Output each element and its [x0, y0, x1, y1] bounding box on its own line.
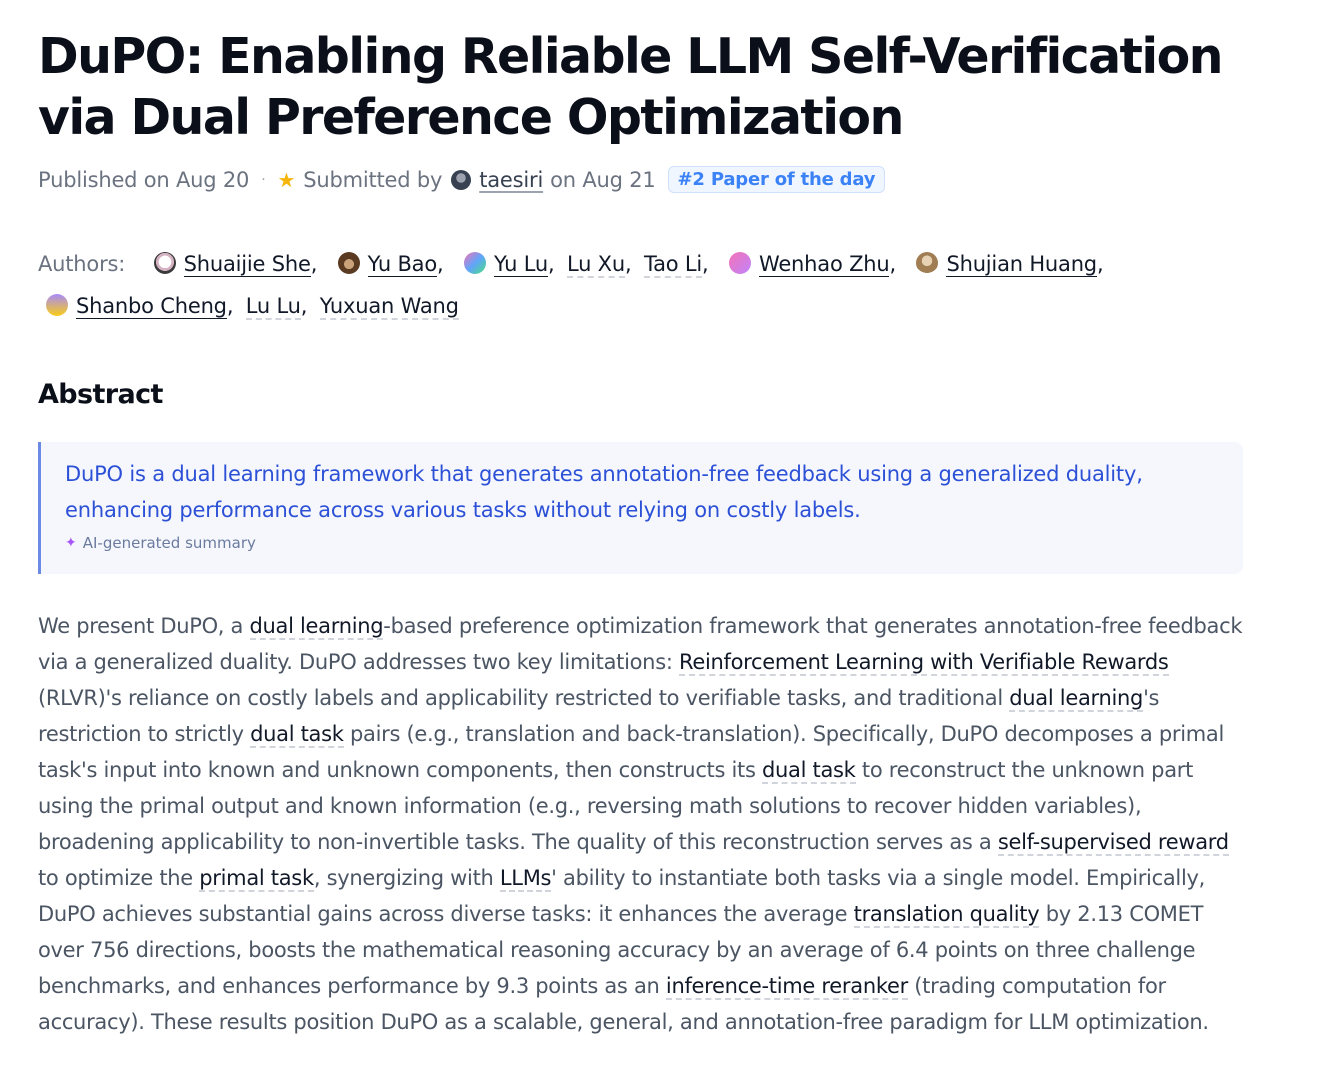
abstract-text-segment: by 2.13 COMET over 756 directions, boosts the mathematical reasoning accuracy by an average of 6.4 points on three challenge benchmarks, and enhances performance by 9.3 points as an	[38, 902, 1204, 998]
authors-label: Authors:	[38, 252, 126, 276]
abstract-key-term[interactable]: Reinforcement Learning with Verifiable Rewards	[678, 650, 1169, 674]
abstract-key-term[interactable]: dual learning	[1009, 686, 1144, 710]
author-name[interactable]: Wenhao Zhu	[759, 252, 890, 276]
paper-title: DuPO: Enabling Reliable LLM Self-Verification via Dual Preference Optimization	[38, 28, 1222, 146]
abstract-text-segment: ' ability to instantiate both tasks via a single model. Empirically, DuPO achieves substantial gains across diverse tasks: it enhances the average	[38, 866, 1205, 926]
star-icon: ★	[277, 167, 296, 192]
author-avatar	[46, 294, 68, 316]
abstract-heading: Abstract	[38, 379, 163, 410]
abstract-key-term[interactable]: primal task	[199, 866, 314, 890]
submitted-date: on Aug 21	[550, 167, 656, 192]
author-name[interactable]: Yu Bao	[367, 252, 437, 276]
authors-list	[38, 243, 1308, 327]
submitted-by-label: Submitted by	[303, 167, 443, 192]
abstract-text-segment: , synergizing with	[313, 866, 500, 890]
author-name[interactable]: Lu Xu	[566, 252, 625, 276]
author-item[interactable]: Wenhao Zhu,	[721, 243, 896, 285]
submitter-link[interactable]: taesiri	[479, 167, 544, 192]
author-item[interactable]: Yu Lu,	[456, 243, 555, 285]
published-date: Published on Aug 20	[38, 167, 250, 192]
author-avatar	[729, 252, 751, 274]
paper-of-the-day-badge[interactable]: #2 Paper of the day	[668, 166, 886, 193]
abstract-text-segment: (RLVR)'s reliance on costly labels and applicability restricted to verifiable tasks, and traditional	[38, 686, 1010, 710]
abstract-key-term[interactable]: dual learning	[249, 614, 384, 638]
abstract-text-segment: We present DuPO, a	[38, 614, 250, 638]
author-name[interactable]: Shujian Huang	[946, 252, 1097, 276]
abstract-key-term[interactable]: dual task	[250, 722, 344, 746]
paper-meta	[38, 166, 1294, 193]
ai-summary-label: AI-generated summary	[82, 534, 256, 552]
author-name[interactable]: Shuaijie She	[183, 252, 311, 276]
author-name[interactable]: Lu Lu	[245, 294, 301, 318]
author-name[interactable]: Shanbo Cheng	[76, 294, 227, 318]
abstract-key-term[interactable]: translation quality	[853, 902, 1040, 926]
abstract-key-term[interactable]: dual task	[762, 758, 856, 782]
submitter-avatar	[451, 170, 471, 190]
author-item[interactable]: Shujian Huang,	[908, 243, 1103, 285]
author-item[interactable]: Yu Bao,	[330, 243, 444, 285]
author-avatar	[916, 252, 938, 274]
ai-summary-text: DuPO is a dual learning framework that generates annotation-free feedback using a generalized duality, enhancing performance across various tasks without relying on costly labels.	[65, 462, 1143, 522]
author-avatar	[464, 252, 486, 274]
author-name[interactable]: Tao Li	[643, 252, 703, 276]
abstract-key-term[interactable]: LLMs	[499, 866, 552, 890]
author-avatar	[338, 252, 360, 274]
author-item[interactable]: Lu Lu,	[245, 294, 308, 318]
author-item[interactable]: Shuaijie She,	[146, 243, 318, 285]
abstract-text	[38, 608, 1248, 1040]
abstract-text-segment: -based preference optimization framework that generates annotation-free feedback via a generalized duality. DuPO addresses two key limitations:	[38, 614, 1243, 674]
abstract-key-term[interactable]: self-supervised reward	[997, 830, 1229, 854]
author-name[interactable]: Yu Lu	[493, 252, 548, 276]
author-item[interactable]: Tao Li,	[643, 252, 709, 276]
abstract-text-segment: 's restriction to strictly	[38, 686, 1160, 746]
abstract-text-segment: (trading computation for accuracy). These results position DuPO as a scalable, general, and annotation-free paradigm for LLM optimization.	[38, 974, 1209, 1034]
abstract-text-segment: to optimize the	[38, 866, 200, 890]
author-avatar	[154, 252, 176, 274]
abstract-key-term[interactable]: inference-time reranker	[665, 974, 908, 998]
sparkle-icon: ✦	[65, 535, 77, 551]
abstract-text-segment: pairs (e.g., translation and back-translation). Specifically, DuPO decomposes a primal task's input into known and unknown components, then constructs its	[38, 722, 1225, 782]
meta-separator: ·	[261, 171, 266, 188]
author-name[interactable]: Yuxuan Wang	[319, 294, 459, 318]
author-item[interactable]	[320, 285, 459, 327]
ai-summary-box	[38, 442, 1243, 574]
abstract-text-segment: to reconstruct the unknown part using the primal output and known information (e.g., reversing math solutions to recover hidden variables), broadening applicability to non-invertible tasks. The quality of this reconstruction serves as a	[38, 758, 1194, 854]
author-item[interactable]: Shanbo Cheng,	[38, 285, 233, 327]
ai-summary-label-row	[65, 534, 1219, 552]
author-item[interactable]: Lu Xu,	[566, 252, 632, 276]
